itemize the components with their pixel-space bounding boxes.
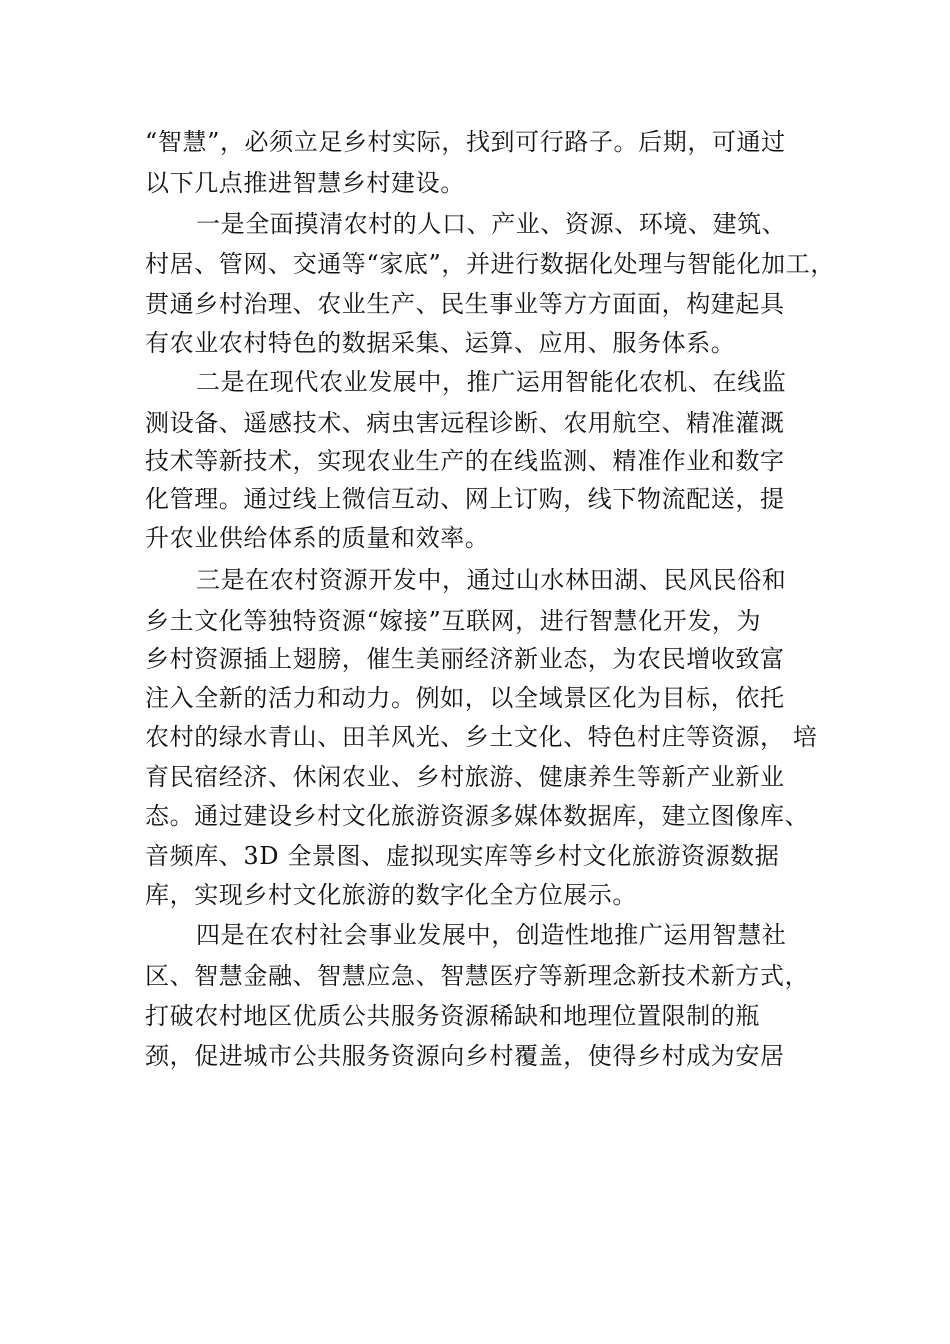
text-line: 注入全新的活力和动力。例如，以全域景区化为目标，依托 [145,684,785,712]
text-line: 化管理。通过线上微信互动、网上订购，线下物流配送，提 [145,485,785,513]
text-line: 颈，促进城市公共服务资源向乡村覆盖，使得乡村成为安居 [145,1042,785,1070]
text-line: 测设备、遥感技术、病虫害远程诊断、农用航空、精准灌溉 [145,409,785,437]
text-line: 区、智慧金融、智慧应急、智慧医疗等新理念新技术新方式， [145,962,810,990]
text-line: 技术等新技术，实现农业生产的在线监测、精准作业和数字 [145,447,785,475]
paragraph-first-line: 二是在现代农业发展中，推广运用智能化农机、在线监 [196,368,787,396]
paragraph-first-line: 四是在农村社会事业发展中，创造性地推广运用智慧社 [196,921,787,949]
text-line: 以下几点推进智慧乡村建设。 [145,169,465,197]
text-line: 贯通乡村治理、农业生产、民生事业等方方面面，构建起具 [145,290,785,318]
text-line: 乡土文化等独特资源“嫁接”互联网，进行智慧化开发，为 [145,607,762,635]
text-line: 库，实现乡村文化旅游的数字化全方位展示。 [145,881,637,909]
text-line: 农村的绿水青山、田⽺风光、乡土文化、特色村庄等资源， 培 [145,723,818,751]
paragraph-first-line: 三是在农村资源开发中，通过山水林田湖、民风民俗和 [196,566,787,594]
text-line: 态。通过建设乡村文化旅游资源多媒体数据库，建立图像库、 [145,802,810,830]
text-line: 乡村资源插上翅膀，催生美丽经济新业态，为农民增收致富 [145,645,785,673]
text-line: 村居、管网、交通等“家底”，并进行数据化处理与智能化加工， [145,250,835,278]
text-line: “智慧”，必须立足乡村实际，找到可行路子。后期，可通过 [145,128,786,156]
text-line: 音频库、3D 全景图、虚拟现实库等乡村文化旅游资源数据 [145,842,780,870]
paragraph-first-line: 一是全面摸清农村的人口、产业、资源、环境、建筑、 [196,210,787,238]
text-line: 育民宿经济、休闲农业、乡村旅游、健康养生等新产业新业 [145,763,785,791]
text-line: 打破农村地区优质公共服务资源稀缺和地理位置限制的瓶 [145,1002,760,1030]
text-line: 升农业供给体系的质量和效率。 [145,524,490,552]
text-line: 有农业农村特色的数据采集、运算、应用、服务体系。 [145,329,736,357]
